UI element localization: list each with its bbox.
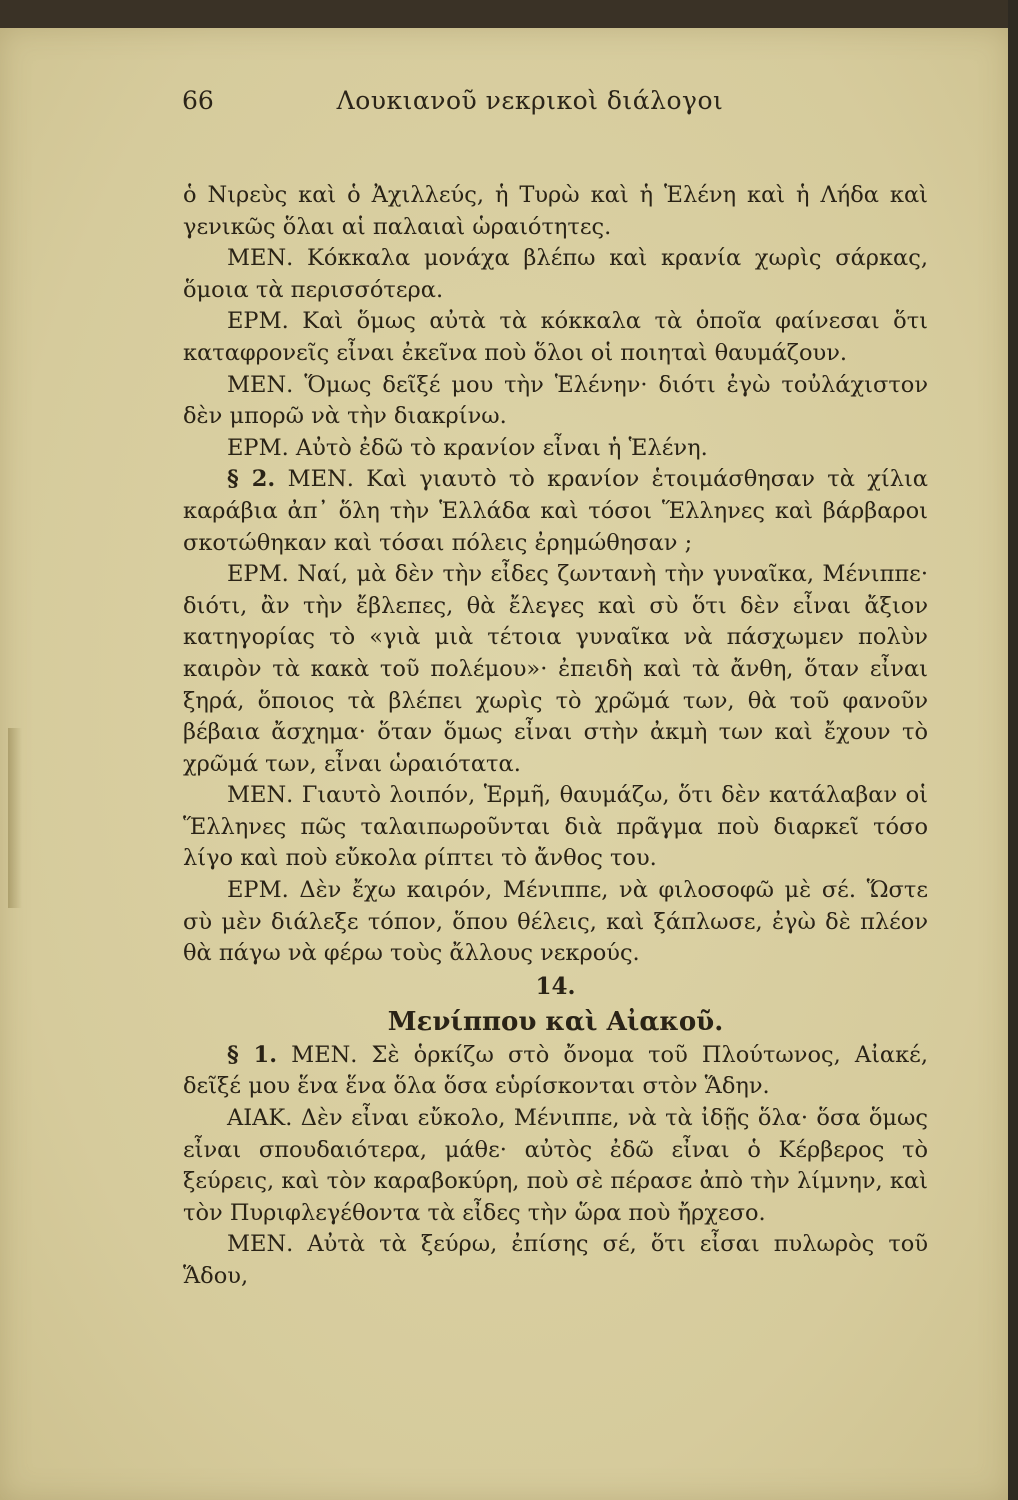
paragraph: ΜΕΝ. Κόκκαλα μονάχα βλέπω καὶ κρανία χωρὶς σάρκας, ὅμοια τὰ περισσότερα.: [183, 245, 928, 303]
book-spine: [1008, 0, 1018, 1500]
paragraph: ΕΡΜ. Αὐτὸ ἐδῶ τὸ κρανίον εἶναι ἡ Ἑλένη.: [227, 434, 708, 461]
paragraph-text: ΜΕΝ. Σὲ ὁρκίζω στὸ ὄνομα τοῦ Πλούτωνος, Αἰακέ, δεῖξέ μου ἕνα ἕνα ὅλα ὅσα εὑρίσκονται στὸν Ἅδην.: [183, 1041, 928, 1100]
paragraph: [183, 1040, 928, 1103]
paragraph: ΕΡΜ. Ναί, μὰ δὲν τὴν εἶδες ζωντανὴ τὴν γυναῖκα, Μένιππε· διότι, ἂν τὴν ἔβλεπες, θὰ ἔλεγες καὶ σὺ ὅτι δὲν εἶναι ἄξιον κατηγορίας τὸ «γιὰ μιὰ τέτοια γυναῖκα νὰ πάσχωμεν πολὺν καιρὸν τὰ κακὰ τοῦ πολέμου»· ἐπειδὴ καὶ τὰ ἄνθη, ὅταν εἶναι ξηρά, ὅποιος τὰ βλέπει χωρὶς τὸ χρῶμά των, θὰ τοῦ φανοῦν βέβαια ἄσχημα· ὅταν ὅμως εἶναι στὴν ἀκμὴ των καὶ ἔχουν τὸ χρῶμά των, εἶναι ὡραιότατα.: [183, 561, 928, 777]
paragraph: ΜΕΝ. Γιαυτὸ λοιπόν, Ἑρμῆ, θαυμάζω, ὅτι δὲν κατάλαβαν οἱ Ἕλληνες πῶς ταλαιπωροῦνται διὰ πρᾶγμα ποὺ διαρκεῖ τόσο λίγο καὶ ποὺ εὔκολα ρίπτει τὸ ἄνθος του.: [183, 782, 928, 872]
paragraph: ΜΕΝ. Ὅμως δεῖξέ μου τὴν Ἑλένην· διότι ἐγὼ τοὐλάχιστον δὲν μπορῶ νὰ τὴν διακρίνω.: [183, 371, 928, 430]
page-stain: [8, 728, 22, 908]
book-page: [0, 28, 1010, 1500]
chapter-number: 14.: [535, 972, 576, 1000]
page-number: 66: [182, 86, 214, 115]
paragraph: ΕΡΜ. Καὶ ὅμως αὐτὰ τὰ κόκκαλα τὰ ὁποῖα φαίνεσαι ὅτι καταφρονεῖς εἶναι ἐκεῖνα ποὺ ὅλοι οἱ ποιηταὶ θαυμάζουν.: [183, 308, 928, 366]
running-title: Λουκιανοῦ νεκρικοὶ διάλογοι: [336, 86, 724, 115]
paragraph: ΕΡΜ. Δὲν ἔχω καιρόν, Μένιππε, νὰ φιλοσοφῶ μὲ σέ. Ὥστε σὺ μὲν διάλεξε τόπον, ὅπου θέλεις, καὶ ξάπλωσε, ἐγὼ δὲ πλέον θὰ πάγω νὰ φέρω τοὺς ἄλλους νεκρούς.: [183, 877, 928, 967]
paragraph: ΑΙΑΚ. Δὲν εἶναι εὔκολο, Μένιππε, νὰ τὰ ἰδῇς ὅλα· ὅσα ὅμως εἶναι σπουδαιότερα, μάθε· αὐτὸς ἐδῶ εἶναι ὁ Κέρβερος τὸ ξεύρεις, καὶ τὸν καραβοκύρη, ποὺ σὲ πέρασε ἀπὸ τὴν λίμνην, καὶ τὸν Πυριφλεγέθοντα τὰ εἶδες τὴν ὥρα ποὺ ἤρχεσο.: [183, 1105, 928, 1226]
page-body: [183, 180, 928, 1293]
paragraph: ΜΕΝ. Αὐτὰ τὰ ξεύρω, ἐπίσης σέ, ὅτι εἶσαι πυλωρὸς τοῦ Ἅδου,: [183, 1231, 928, 1289]
paragraph-text: ΜΕΝ. Καὶ γιαυτὸ τὸ κρανίον ἑτοιμάσθησαν τὰ χίλια καράβια ἀπ᾽ ὅλη τὴν Ἑλλάδα καὶ τόσοι Ἕλληνες καὶ βάρβαροι σκοτώθηκαν καὶ τόσαι πόλεις ἐρημώθησαν ;: [183, 466, 928, 556]
paragraph: [183, 464, 928, 559]
page-header: [0, 86, 1010, 126]
section-marker: § 1.: [227, 1041, 278, 1068]
chapter-title: Μενίππου καὶ Αἰακοῦ.: [387, 1006, 724, 1037]
paragraph: ὁ Νιρεὺς καὶ ὁ Ἀχιλλεύς, ἡ Τυρὼ καὶ ἡ Ἑλένη καὶ ἡ Λήδα καὶ γενικῶς ὅλαι αἱ παλαιαὶ ὡραιότητες.: [183, 182, 928, 240]
section-marker: § 2.: [227, 466, 276, 493]
